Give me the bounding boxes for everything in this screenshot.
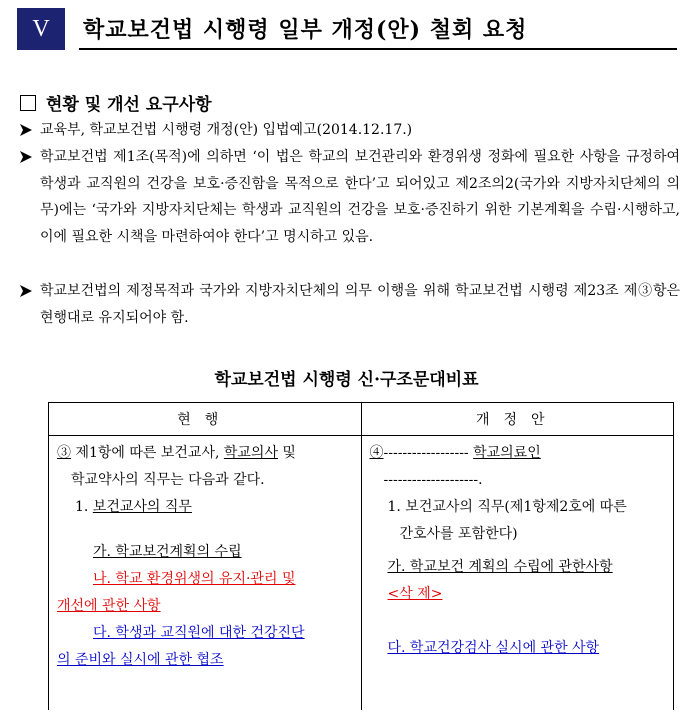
revised-subitem-deleted: <삭 제> (387, 586, 443, 602)
bullet-text: 학교보건법의 제정목적과 국가와 지방자치단체의 의무 이행을 위해 학교보건법 시행령 제23조 제③항은 현행대로 유지되어야 함. (40, 283, 680, 326)
revised-item: 1. 보건교사의 직무(제1항제2호에 따른 (387, 499, 627, 515)
roman-numeral-badge: V (17, 8, 65, 50)
page-title: 학교보건법 시행령 일부 개정(안) 철회 요청 (83, 17, 528, 43)
current-subitem-removed: 나. 학교 환경위생의 유지·관리 및 (93, 571, 296, 587)
bullet-text: 학교보건법 제1조(목적)에 의하면 ‘이 법은 학교의 보건관리와 환경위생 정화에 필요한 사항을 규정하여 학생과 교직원의 건강을 보호·증진함을 목적으로 한다’고 되어있고 제2조의2(국가와 지방자치단체의 의무)에는 ‘국가와 지방자치단체는 학생과 교직원의 건강을 보호·증진하기 위한 기본계획을 수립·시행하고, 이에 필요한 시책을 마련하여야 한다’고 명시하고 있음. (40, 149, 680, 245)
section-heading (20, 90, 212, 115)
revised-item-cont: 간호사를 포함한다) (399, 526, 518, 542)
revised-subitem-changed: 다. 학교건강검사 실시에 관한 사항 (387, 640, 600, 656)
section-header (17, 8, 677, 50)
revised-subitem: 가. 학교보건 계획의 수립에 관한사항 (387, 559, 613, 575)
arrow-bullet-icon (20, 285, 32, 297)
arrow-bullet-icon (20, 124, 32, 136)
current-subitem-changed: 다. 학생과 교직원에 대한 건강진단 (93, 625, 305, 641)
current-item: 1. 보건교사의 직무 (75, 499, 192, 515)
current-column (49, 436, 362, 711)
current-subitem-removed-cont: 개선에 관한 사항 (57, 598, 161, 614)
arrow-bullet-icon (20, 151, 32, 163)
current-paragraph-cont: 학교약사의 직무는 다음과 같다. (71, 472, 265, 488)
bullet-item (20, 117, 680, 144)
table-title: 학교보건법 시행령 신·구조문대비표 (214, 370, 479, 390)
title-underline (79, 48, 677, 50)
section-heading-text: 현황 및 개선 요구사항 (46, 95, 212, 115)
current-subitem: 가. 학교보건계획의 수립 (93, 544, 242, 560)
bullet-item (20, 278, 680, 331)
revised-paragraph: ④------------------ 학교의료인 (369, 445, 541, 461)
revised-column (361, 436, 674, 711)
column-header-current: 현행 (49, 403, 362, 436)
revised-paragraph-cont: --------------------. (383, 472, 483, 488)
square-bullet-icon (20, 95, 36, 111)
comparison-table (48, 402, 674, 710)
bullet-item (20, 144, 680, 250)
column-header-revised: 개정안 (361, 403, 674, 436)
bullet-text: 교육부, 학교보건법 시행령 개정(안) 입법예고(2014.12.17.) (40, 122, 413, 138)
current-paragraph: ③ 제1항에 따른 보건교사, 학교의사 및 (57, 445, 296, 461)
current-subitem-changed-cont: 의 준비와 실시에 관한 협조 (57, 652, 224, 668)
